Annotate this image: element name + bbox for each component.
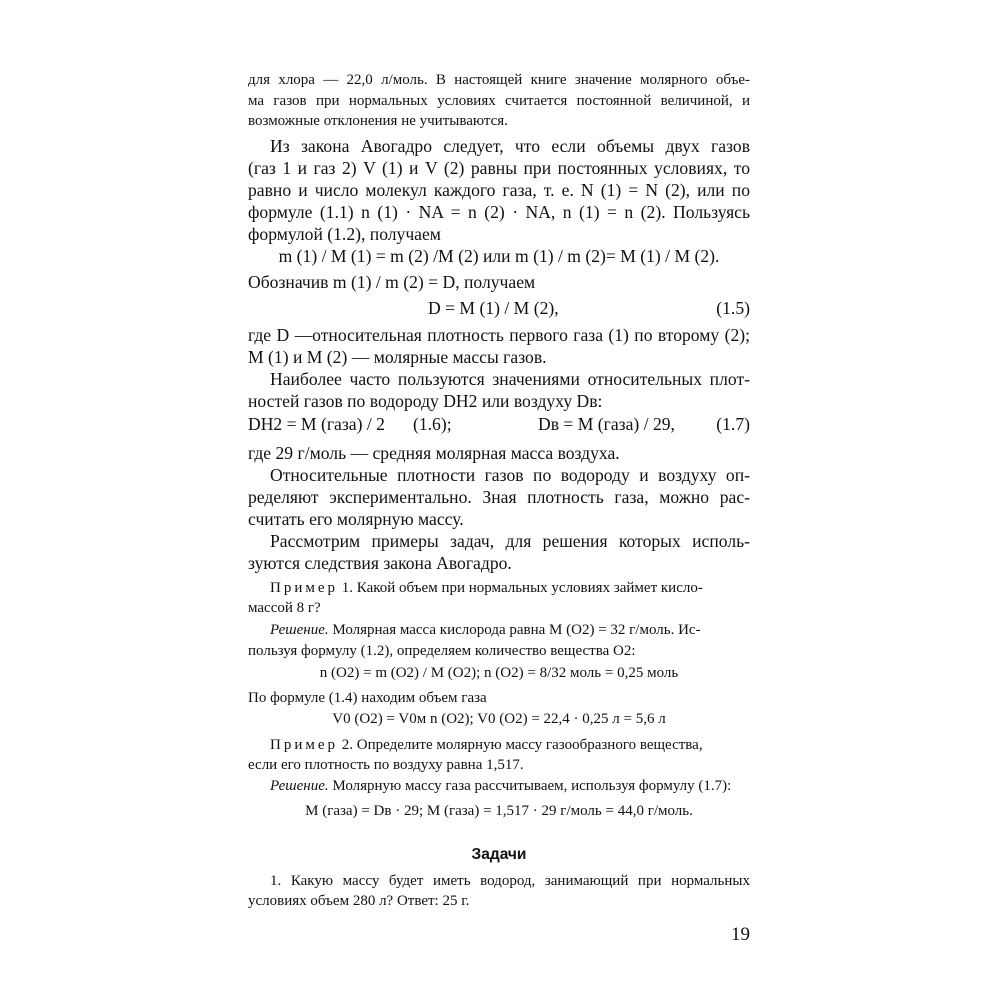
page-number: 19 (731, 924, 750, 945)
task-line: 1. Какую массу будет иметь водород, занимающий при нормальных (270, 873, 750, 889)
formula-line: n (O2) = m (O2) / M (O2); n (O2) = 8/32 моль = 0,25 моль (319, 665, 679, 681)
formula-line: m (1) / M (1) = m (2) /M (2) или m (1) / m (2)= M (1) / M (2). (278, 246, 720, 266)
text-line: возможные отклонения не учитываются. (248, 113, 508, 129)
formula-line: M (газа) = Dв · 29; M (газа) = 1,517 · 29 г/моль = 44,0 г/моль. (305, 803, 693, 819)
example-line: Пример 1. Какой объем при нормальных условиях займет кисло- (270, 580, 703, 596)
text-line: Относительные плотности газов по водороду и воздуху оп- (270, 465, 750, 485)
example-label: Пример (270, 580, 339, 596)
equation-number: (1.5) (716, 298, 750, 318)
equation-number: (1.6); (413, 414, 452, 434)
book-page (248, 0, 750, 1000)
text-line: где D —относительная плотность первого газа (1) по второму (2); (248, 325, 750, 345)
text-line: Наиболее часто пользуются значениями относительных плот- (270, 369, 750, 389)
text-line: формулой (1.2), получаем (248, 224, 441, 244)
formula-1-7: Dв = M (газа) / 29, (538, 414, 675, 434)
task-line: условиях объем 280 л? Ответ: 25 г. (248, 893, 470, 909)
text-line: для хлора — 22,0 л/моль. В настоящей книге значение молярного объе- (248, 72, 750, 88)
text-line: где 29 г/моль — средняя молярная масса воздуха. (248, 443, 620, 463)
formula-1-5: D = M (1) / M (2), (428, 298, 559, 318)
solution-line: Решение. Молярную массу газа рассчитываем, используя формулу (1.7): (270, 778, 732, 794)
equation-number: (1.7) (716, 414, 750, 434)
text-line: зуются следствия закона Авогадро. (248, 553, 512, 573)
text-line: считать его молярную массу. (248, 509, 464, 529)
text-line: Обозначив m (1) / m (2) = D, получаем (248, 272, 536, 292)
solution-line: Решение. Молярная масса кислорода равна M (O2) = 32 г/моль. Ис- (270, 622, 701, 638)
solution-label: Решение. (270, 622, 329, 638)
text-line: Рассмотрим примеры задач, для решения которых исполь- (270, 531, 750, 551)
text-line: массой 8 г? (248, 600, 321, 616)
text-line: ностей газов по водороду DH2 или воздуху Dв: (248, 391, 603, 411)
example-label: Пример (270, 737, 339, 753)
text-line: пользуя формулу (1.2), определяем количество вещества O2: (248, 643, 636, 659)
text-line: если его плотность по воздуху равна 1,517. (248, 757, 524, 773)
text-line: (газ 1 и газ 2) V (1) и V (2) равны при постоянных условиях, то (248, 158, 750, 178)
section-heading: Задачи (471, 846, 527, 863)
text-line: Из закона Авогадро следует, что если объемы двух газов (270, 136, 750, 156)
example-line: Пример 2. Определите молярную массу газообразного вещества, (270, 737, 703, 753)
text-line: По формуле (1.4) находим объем газа (248, 690, 487, 706)
text-line: формуле (1.1) n (1) · NA = n (2) · NA, n (1) = n (2). Пользуясь (248, 202, 750, 222)
text-line: M (1) и M (2) — молярные массы газов. (248, 347, 547, 367)
formula-line: V0 (O2) = V0м n (O2); V0 (O2) = 22,4 · 0,25 л = 5,6 л (332, 711, 666, 727)
formula-1-6: DH2 = M (газа) / 2 (248, 414, 385, 434)
text-line: равно и число молекул каждого газа, т. е. N (1) = N (2), или по (248, 180, 750, 200)
text-line: ределяют экспериментально. Зная плотность газа, можно рас- (248, 487, 750, 507)
text-line: ма газов при нормальных условиях считается постоянной величиной, и (248, 93, 750, 109)
solution-label: Решение. (270, 778, 329, 794)
